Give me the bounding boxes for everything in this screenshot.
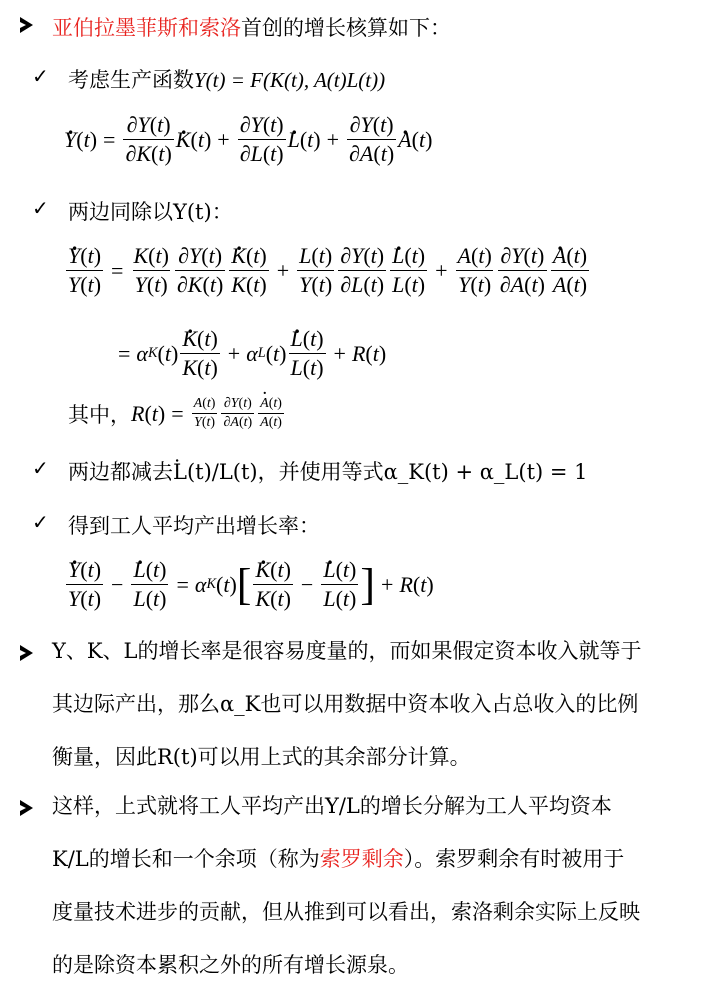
heading-rest: 首创的增长核算如下：: [241, 16, 451, 40]
checkmark-icon: ✓: [32, 456, 49, 480]
paragraph-measurement: [52, 625, 712, 784]
bullet-arrow-icon: [20, 800, 33, 816]
paragraph-line: [52, 833, 712, 886]
bullet-arrow-icon: [20, 645, 33, 661]
section-heading: [52, 12, 451, 42]
checkmark-icon: ✓: [32, 196, 49, 220]
highlight-names: 亚伯拉墨菲斯和索洛: [52, 16, 241, 40]
paragraph-line: 衡量，因此R(t)可以用上式的其余部分计算。: [52, 745, 471, 769]
where-label: 其中，: [68, 402, 131, 427]
item-per-worker-growth: 得到工人平均产出增长率：: [68, 514, 320, 538]
solow-residual-term: 索罗剩余: [319, 847, 404, 871]
item-label: 考虑生产函数: [68, 68, 194, 92]
item-subtract-labor-growth: 两边都减去L̇(t)/L(t)，并使用等式α_K(t) + α_L(t) = 1: [68, 460, 588, 484]
item-divide-both-sides: 两边同除以Y(t)：: [68, 200, 233, 224]
line-post: ）。索罗剩余有时被用于: [403, 847, 625, 871]
bullet-arrow-icon: [20, 17, 33, 33]
formula-residual-definition: 其中， R ( t ) = $\frac{A(t)}{Y(t)}$ $\frac{\partial Y(t)}{\partial A(t)}$ . $\frac{A(t)}{A(t)}$: [68, 396, 286, 431]
paragraph-solow-residual: [52, 780, 712, 992]
paragraph-line: 这样，上式就将工人平均产出Y/L的增长分解为工人平均资本: [52, 794, 612, 818]
production-formula: Y(t) = F(K(t), A(t)L(t)): [194, 68, 386, 92]
line-pre: K/L的增长和一个余项（称为: [52, 847, 320, 871]
paragraph-line: Y、K、L的增长率是很容易度量的，而如果假定资本收入就等于: [52, 639, 642, 663]
paragraph-line: 的是除资本累积之外的所有增长源泉。: [52, 953, 409, 977]
formula-growth-decomposition: . $\frac{Y(t)}{Y(t)}$ = $\frac{K(t)}{Y(t)}$ $\frac{\partial Y(t)}{\partial K(t)}$ . $\frac{K(t)}{K(t)}$ + $\frac{L(t)}{Y(t)}$ $\frac{\partial Y(t)}{\partial L(t)}$ . $\frac{L(t)}{L(t)}$ + $\frac{A(t)}{Y(t)}$ $\frac{\partial Y(t)}{\partial A(t)}$ . $\frac{A(t)}{A(t)}$: [64, 243, 591, 298]
checkmark-icon: ✓: [32, 510, 49, 534]
item-production-function: [68, 64, 385, 94]
checkmark-icon: ✓: [32, 64, 49, 88]
formula-per-worker-growth: . $\frac{Y(t)}{Y(t)}$ − . $\frac{L(t)}{L(t)}$ = α K ( t ) [ . $\frac{K(t)}{K(t)}$ − . $\frac{L(t)}{L(t)}$ ] + R ( t ): [64, 557, 434, 612]
formula-total-derivative: . Y ( t ) = $\frac{\partial Y(t)}{\partial K(t)}$ . K ( t ) + $\frac{\partial Y(t)}{\partial L(t)}$ . L ( t ) + $\frac{\partial Y(t)}{\partial A(t)}$ . A ( t ): [64, 112, 432, 167]
paragraph-line: 度量技术进步的贡献，但从推到可以看出，索洛剩余实际上反映: [52, 900, 640, 924]
paragraph-line: 其边际产出，那么α_K也可以用数据中资本收入占总收入的比例: [52, 692, 639, 716]
formula-alpha-form: = α K ( t ) . $\frac{K(t)}{K(t)}$ + α L ( t ) . $\frac{L(t)}{L(t)}$ + R ( t ): [118, 326, 386, 381]
